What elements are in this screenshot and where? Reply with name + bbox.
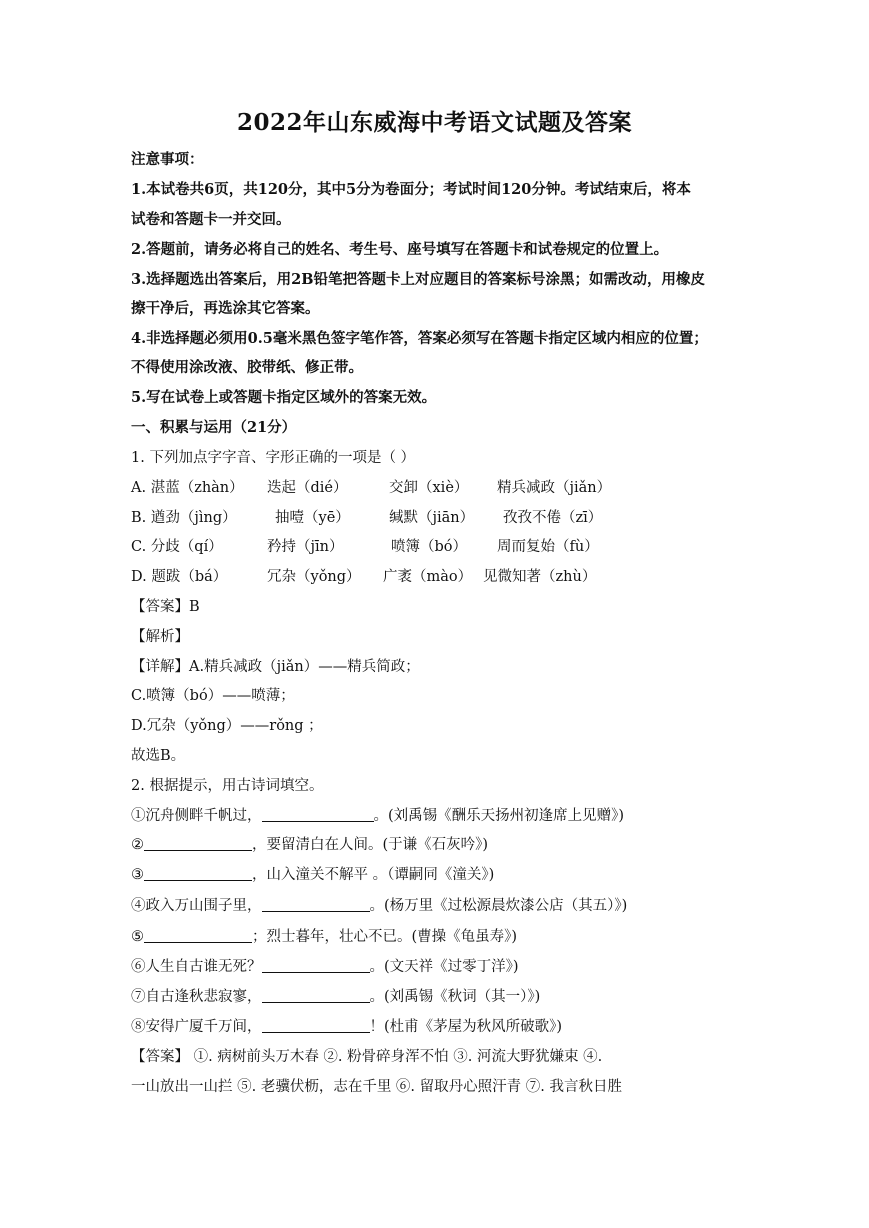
detail-line: 【详解】A.精兵减政（jiǎn）——精兵简政； <box>131 659 420 675</box>
fill-item <box>131 987 540 1007</box>
fill-blank <box>262 1018 370 1033</box>
notice-line: 擦干净后，再选涂其它答案。 <box>131 300 320 317</box>
notice-line: 1.本试卷共6页，共120分，其中5分为卷面分；考试时间120分钟。考试结束后，将本 <box>131 181 691 198</box>
option-term: B. 遒劲（jìng） <box>131 510 237 526</box>
fill-item-suffix: ，山入潼关不解平 。（谭嗣同《潼关》) <box>252 867 495 883</box>
analysis-1: 【解析】 <box>131 629 189 645</box>
fill-item <box>131 896 627 916</box>
fill-item <box>131 927 517 947</box>
option-term: C. 分歧（qí） <box>131 539 223 555</box>
section-heading: 一、积累与运用（21分） <box>131 419 297 436</box>
option-term: 广袤（mào） <box>383 569 473 585</box>
option-term: 精兵减政（jiǎn） <box>497 480 612 496</box>
fill-item-suffix: 。(杨万里《过松源晨炊漆公店（其五）》) <box>369 898 628 914</box>
option-d <box>131 567 596 587</box>
option-term: 交卸（xiè） <box>389 480 469 496</box>
fill-item-suffix: 。(刘禹锡《秋词（其一）》) <box>369 989 541 1005</box>
question-1-stem: 1. 下列加点字字音、字形正确的一项是（ ） <box>131 450 416 466</box>
option-term: 缄默（jiān） <box>389 510 475 526</box>
fill-item-suffix: 。(刘禹锡《酬乐天扬州初逢席上见赠》) <box>373 808 625 824</box>
option-term: 喷簿（bó） <box>391 539 468 555</box>
fill-item-prefix: ⑧安得广厦千万间， <box>131 1019 262 1035</box>
fill-item-prefix: ④政入万山围子里， <box>131 898 262 914</box>
option-b <box>131 508 602 528</box>
notice-line: 4.非选择题必须用0.5毫米黑色签字笔作答，答案必须写在答题卡指定区域内相应的位置； <box>131 330 708 347</box>
option-c <box>131 537 599 557</box>
fill-item-suffix: ；烈士暮年，壮心不已。(曹操《龟虽寿》) <box>252 929 518 945</box>
question-2-stem: 2. 根据提示，用古诗词填空。 <box>131 778 324 794</box>
option-term: 孜孜不倦（zī） <box>503 510 603 526</box>
fill-item-prefix: ⑦自古逢秋悲寂寥， <box>131 989 262 1005</box>
option-term: 冗杂（yǒng） <box>267 569 361 585</box>
fill-item <box>131 957 519 977</box>
fill-item-prefix: ⑥人生自古谁无死？ <box>131 959 262 975</box>
fill-blank <box>144 866 252 881</box>
answer-1: 【答案】B <box>131 599 200 615</box>
option-a <box>131 478 611 498</box>
option-term: 见微知著（zhù） <box>483 569 597 585</box>
fill-item-prefix: ② <box>131 837 144 853</box>
page-title: 2022年山东威海中考语文试题及答案 <box>236 109 632 136</box>
notice-line: 不得使用涂改液、胶带纸、修正带。 <box>131 359 363 376</box>
notice-line: 试卷和答题卡一并交回。 <box>131 211 291 228</box>
answer-2-line: 【答案】 ①. 病树前头万木春 ②. 粉骨碎身浑不怕 ③. 河流大野犹嫌束 ④. <box>131 1049 603 1065</box>
fill-item-prefix: ①沉舟侧畔千帆过， <box>131 808 262 824</box>
fill-blank <box>262 988 370 1003</box>
fill-item-prefix: ③ <box>131 867 144 883</box>
fill-item <box>131 835 488 855</box>
detail-line: C.喷簿（bó）——喷薄； <box>131 688 295 704</box>
option-term: 周而复始（fù） <box>497 539 599 555</box>
fill-item-suffix: 。(文天祥《过零丁洋》) <box>369 959 519 975</box>
fill-blank <box>262 897 370 912</box>
notice-line: 3.选择题选出答案后，用2B铅笔把答题卡上对应题目的答案标号涂黑；如需改动，用橡皮 <box>131 271 705 288</box>
fill-blank <box>262 807 374 822</box>
fill-blank <box>144 836 252 851</box>
detail-line: D.冗杂（yǒng）——rǒng ； <box>131 718 323 734</box>
fill-item <box>131 1017 562 1037</box>
option-term: A. 湛蓝（zhàn） <box>131 480 244 496</box>
fill-blank <box>144 928 252 943</box>
notice-heading: 注意事项： <box>131 151 204 168</box>
fill-item <box>131 865 494 885</box>
option-term: 迭起（dié） <box>267 480 348 496</box>
fill-item-suffix: ，要留清白在人间。(于谦《石灰吟》) <box>252 837 489 853</box>
option-term: D. 题跋（bá） <box>131 569 228 585</box>
fill-blank <box>262 958 370 973</box>
fill-item-prefix: ⑤ <box>131 929 144 945</box>
answer-2-line: 一山放出一山拦 ⑤. 老骥伏枥，志在千里 ⑥. 留取丹心照汗青 ⑦. 我言秋日胜 <box>131 1079 622 1095</box>
option-term: 矜持（jīn） <box>267 539 344 555</box>
notice-line: 5.写在试卷上或答题卡指定区域外的答案无效。 <box>131 389 437 406</box>
detail-line: 故选B。 <box>131 748 186 764</box>
notice-line: 2.答题前，请务必将自己的姓名、考生号、座号填写在答题卡和试卷规定的位置上。 <box>131 241 669 258</box>
option-term: 抽噎（yē） <box>275 510 350 526</box>
fill-item-suffix: ！(杜甫《茅屋为秋风所破歌》) <box>369 1019 563 1035</box>
fill-item <box>131 806 624 826</box>
